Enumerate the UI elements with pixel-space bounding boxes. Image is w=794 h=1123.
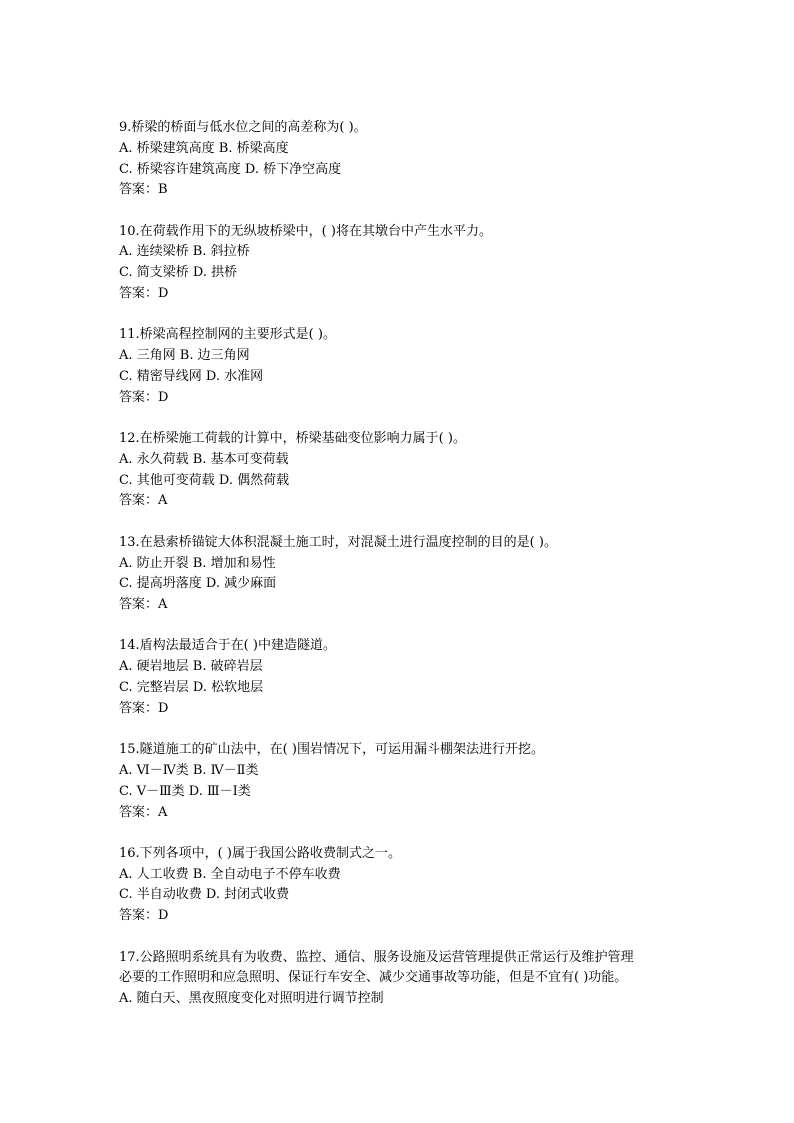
question-options-cd: C. 半自动收费 D. 封闭式收费: [119, 887, 290, 903]
question-answer: 答案：A: [119, 597, 168, 613]
question-options-ab: A. 永久荷载 B. 基本可变荷载: [119, 451, 289, 467]
question-options-cd: C. 完整岩层 D. 松软地层: [119, 680, 264, 696]
question-9: [119, 118, 679, 201]
question-stem: 11.桥梁高程控制网的主要形式是( )。: [119, 327, 336, 343]
question-options-ab: A. 硬岩地层 B. 破碎岩层: [119, 659, 263, 675]
question-stem: 16.下列各项中，( )属于我国公路收费制式之一。: [119, 845, 401, 861]
question-15: [119, 740, 679, 823]
question-14: [119, 636, 679, 719]
question-10: [119, 222, 679, 305]
question-options-ab: A. 连续梁桥 B. 斜拉桥: [119, 244, 250, 260]
question-answer: 答案：D: [119, 286, 169, 302]
question-stem: 15.隧道施工的矿山法中，在( )围岩情况下，可运用漏斗棚架法进行开挖。: [119, 742, 544, 758]
question-options-ab: A. 三角网 B. 边三角网: [119, 348, 250, 364]
question-options-cd: C. 简支梁桥 D. 拱桥: [119, 265, 238, 281]
question-options-ab: A. 桥梁建筑高度 B. 桥梁高度: [119, 140, 289, 156]
question-list: [119, 118, 679, 1030]
question-answer: 答案：A: [119, 804, 168, 820]
question-options-cd: C. 其他可变荷载 D. 偶然荷载: [119, 472, 290, 488]
question-stem: 12.在桥梁施工荷载的计算中，桥梁基础变位影响力属于( )。: [119, 431, 466, 447]
question-stem: 9.桥梁的桥面与低水位之间的高差称为( )。: [119, 120, 367, 135]
question-12: [119, 429, 679, 512]
question-options-cd: C. 精密导线网 D. 水准网: [119, 368, 264, 384]
question-16: [119, 844, 679, 927]
question-answer: 答案：D: [119, 389, 169, 405]
question-stem: 10.在荷载作用下的无纵坡桥梁中，( )将在其墩台中产生水平力。: [119, 223, 492, 239]
question-answer: 答案：D: [119, 908, 169, 924]
question-17: [119, 948, 679, 1010]
question-options-cd: C. Ⅴ－Ⅲ类 D. Ⅲ－Ⅰ类: [119, 783, 251, 799]
question-answer: 答案：B: [119, 182, 168, 198]
question-answer: 答案：D: [119, 700, 169, 716]
question-13: [119, 533, 679, 616]
question-stem: 13.在悬索桥锚锭大体积混凝土施工时，对混凝土进行温度控制的目的是( )。: [119, 534, 557, 550]
question-option-a: A. 随白天、黑夜照度变化对照明进行调节控制: [119, 991, 384, 1007]
question-answer: 答案：A: [119, 493, 168, 509]
question-stem-line-2: 必要的工作照明和应急照明、保证行车安全、减少交通事故等功能，但是不宜有( )功能。: [119, 970, 628, 986]
question-options-ab: A. 人工收费 B. 全自动电子不停车收费: [119, 866, 341, 882]
question-options-ab: A. 防止开裂 B. 增加和易性: [119, 555, 276, 571]
question-stem: 14.盾构法最适合于在( )中建造隧道。: [119, 638, 336, 654]
question-options-cd: C. 桥梁容许建筑高度 D. 桥下净空高度: [119, 161, 342, 177]
question-options-ab: A. Ⅵ－Ⅳ类 B. Ⅳ－Ⅱ类: [119, 762, 259, 778]
question-options-cd: C. 提高坍落度 D. 减少麻面: [119, 576, 277, 592]
question-11: [119, 325, 679, 408]
question-stem-line-1: 17.公路照明系统具有为收费、监控、通信、服务设施及运营管理提供正常运行及维护管理: [119, 949, 634, 965]
